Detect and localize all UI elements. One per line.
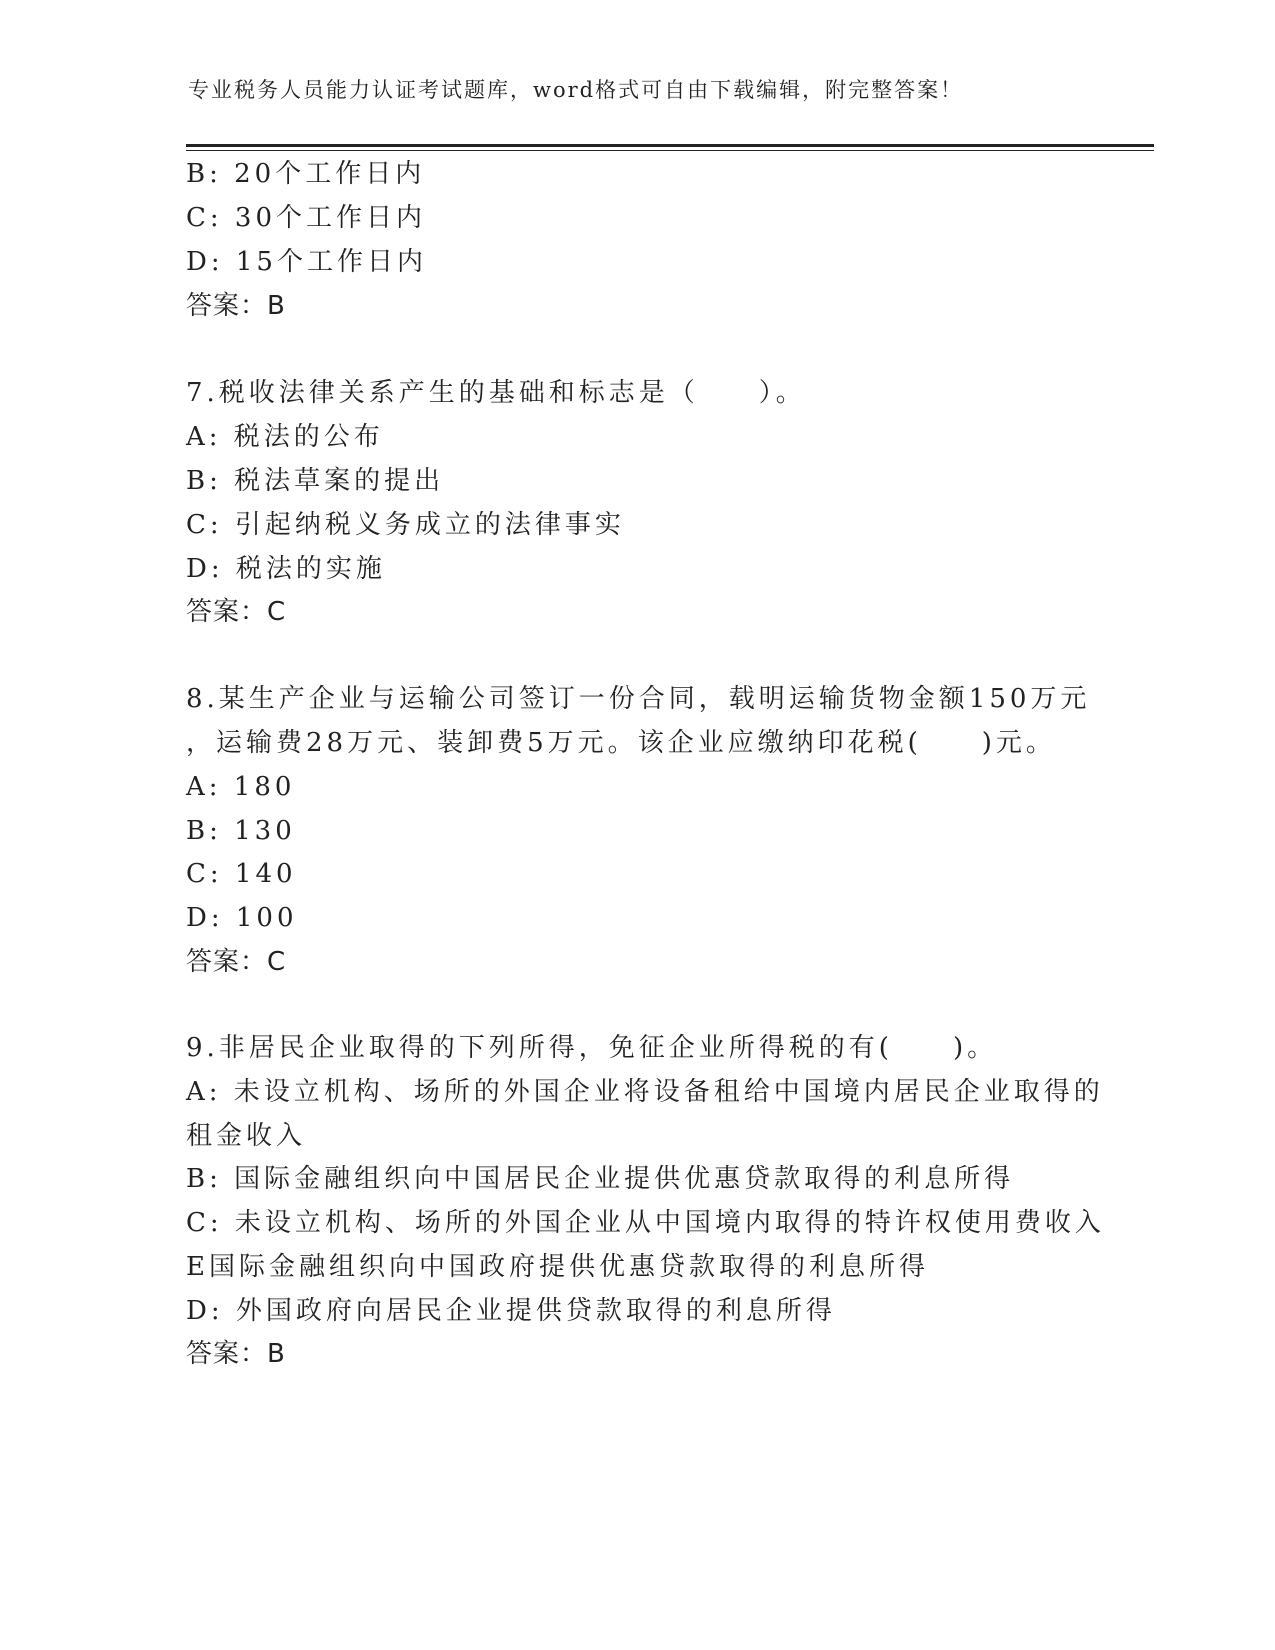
- q8-answer: 答案：C: [186, 947, 287, 977]
- q8-option-a: A: 180: [186, 772, 296, 802]
- q8-option-c: C: 140: [186, 859, 297, 889]
- q8-option-d: D: 100: [186, 903, 298, 933]
- page-header: 专业税务人员能力认证考试题库，word格式可自由下载编辑，附完整答案！: [188, 78, 964, 102]
- q9-option-a-cont: 租金收入: [186, 1121, 307, 1151]
- q7-option-d: D: 税法的实施: [186, 554, 386, 584]
- q8-option-b: B: 130: [186, 816, 296, 846]
- q7-answer: 答案：C: [186, 597, 287, 627]
- q9-option-c: C: 未设立机构、场所的外国企业从中国境内取得的特许权使用费收入: [186, 1208, 1105, 1238]
- header-divider-thin: [186, 150, 1154, 151]
- q6-option-c: C: 30个工作日内: [186, 203, 427, 233]
- q9-option-a: A: 未设立机构、场所的外国企业将设备租给中国境内居民企业取得的: [186, 1077, 1104, 1107]
- q7-option-a: A: 税法的公布: [186, 422, 384, 452]
- q6-option-d: D: 15个工作日内: [186, 247, 427, 277]
- q8-stem-line1: 8.某生产企业与运输公司签订一份合同，载明运输货物金额150万元: [186, 684, 1091, 714]
- q7-option-b: B: 税法草案的提出: [186, 466, 445, 496]
- q6-option-b: B: 20个工作日内: [186, 159, 426, 189]
- header-divider-thick: [186, 144, 1154, 147]
- q7-stem: 7.税收法律关系产生的基础和标志是（ ）。: [186, 378, 806, 408]
- q6-answer: 答案：B: [186, 291, 286, 321]
- q9-stem: 9.非居民企业取得的下列所得，免征企业所得税的有( )。: [186, 1033, 998, 1063]
- q9-option-b: B: 国际金融组织向中国居民企业提供优惠贷款取得的利息所得: [186, 1164, 1015, 1194]
- q8-stem-line2: ，运输费28万元、装卸费5万元。该企业应缴纳印花税( )元。: [186, 728, 1056, 758]
- q7-option-c: C: 引起纳税义务成立的法律事实: [186, 510, 625, 540]
- q9-answer: 答案：B: [186, 1339, 286, 1369]
- q9-option-e: E国际金融组织向中国政府提供优惠贷款取得的利息所得: [186, 1252, 929, 1282]
- q9-option-d: D: 外国政府向居民企业提供贷款取得的利息所得: [186, 1296, 836, 1326]
